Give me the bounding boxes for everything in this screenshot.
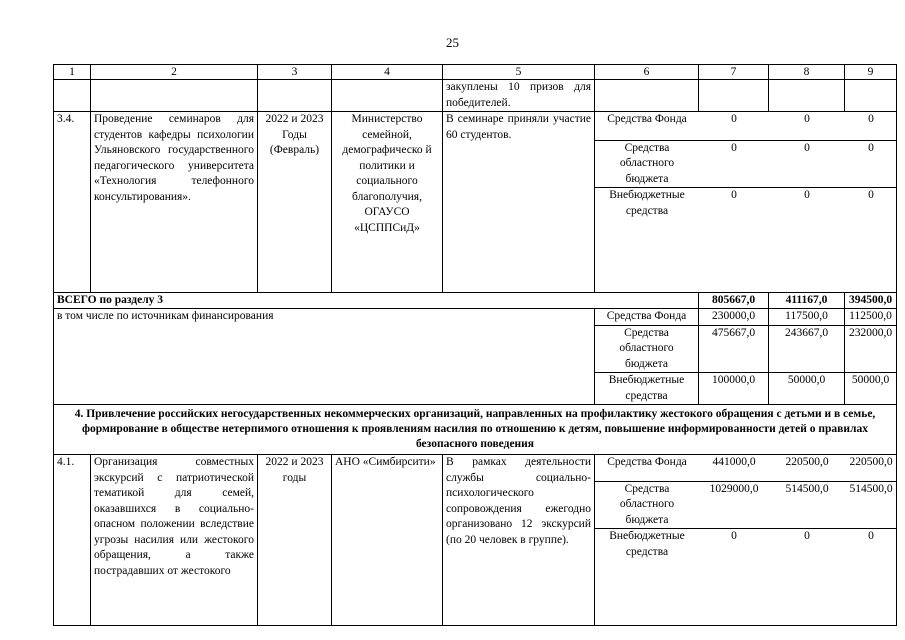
value-cell: 514500,0 [845, 481, 897, 529]
row-number: 3.4. [54, 112, 91, 293]
value-cell: 0 [868, 530, 874, 543]
col-num-8: 8 [769, 65, 845, 80]
col-num-6: 6 [595, 65, 699, 80]
funding-subtable [595, 112, 897, 292]
value-cell: 0 [845, 140, 897, 188]
value-cell: 230000,0 [699, 309, 769, 326]
value-cell: 0 [868, 189, 874, 202]
value-cell: 0 [804, 189, 810, 202]
total-value: 805667,0 [699, 292, 769, 309]
value-cell: 0 [699, 140, 769, 188]
col-num-2: 2 [91, 65, 258, 80]
section-heading-row [54, 405, 897, 455]
source-label: Средства Фонда [595, 309, 699, 326]
total-row [54, 292, 897, 309]
source-label: Внебюджетные средства [609, 189, 685, 217]
funding-block [595, 455, 897, 626]
column-number-row [54, 65, 897, 80]
value-cell: 243667,0 [769, 325, 845, 373]
including-label: в том числе по источникам финансирования [54, 309, 595, 405]
source-label: Внебюджетные средства [609, 530, 685, 558]
executor: Министерство семейной, демографическо й политики и социального благополучия, ОГАУСО «ЦСППСиД» [332, 112, 443, 293]
result-cell: закуплены 10 призов для победителей. [443, 80, 595, 112]
table-row-continuation [54, 80, 897, 112]
total-value: 411167,0 [769, 292, 845, 309]
value-cell: 50000,0 [845, 373, 897, 405]
source-label: Внебюджетные средства [595, 373, 699, 405]
table-row-3-4 [54, 112, 897, 293]
col-num-7: 7 [699, 65, 769, 80]
including-row [54, 309, 897, 326]
source-label: Средства Фонда [595, 455, 699, 481]
source-label: Средства Фонда [595, 112, 699, 140]
total-label: ВСЕГО по разделу 3 [54, 292, 699, 309]
section-title: 4. Привлечение российских негосударственных некоммерческих организаций, направленных на профилактику жестокого обращения с детьми и в семье, формирование в обществе нетерпимого отношения к проявлениям насилия по отношению к детям, повышение информированности детей о правилах безопасного поведения [54, 405, 897, 455]
activity-name: Проведение семинаров для студентов кафедры психологии Ульяновского государственного педагогического университета «Технология телефонного консультирования». [91, 112, 258, 293]
funding-block [595, 112, 897, 293]
value-cell: 0 [731, 530, 737, 543]
value-cell: 232000,0 [845, 325, 897, 373]
value-cell: 0 [769, 112, 845, 140]
value-cell: 220500,0 [769, 455, 845, 481]
source-label: Средства областного бюджета [595, 481, 699, 529]
executor: АНО «Симбирсити» [332, 455, 443, 626]
source-label: Средства областного бюджета [595, 140, 699, 188]
value-cell: 100000,0 [699, 373, 769, 405]
value-cell: 0 [731, 189, 737, 202]
total-value: 394500,0 [845, 292, 897, 309]
value-cell: 475667,0 [699, 325, 769, 373]
funding-subtable [595, 455, 897, 625]
page-number: 25 [446, 35, 459, 50]
table-row-4-1 [54, 455, 897, 626]
col-num-5: 5 [443, 65, 595, 80]
value-cell: 441000,0 [699, 455, 769, 481]
value-cell: 117500,0 [769, 309, 845, 326]
row-number: 4.1. [54, 455, 91, 626]
result-cell: В семинаре приняли участие 60 студентов. [443, 112, 595, 293]
value-cell: 0 [769, 140, 845, 188]
col-num-9: 9 [845, 65, 897, 80]
value-cell: 0 [845, 112, 897, 140]
period: 2022 и 2023 годы [258, 455, 332, 626]
source-label: Средства областного бюджета [595, 325, 699, 373]
col-num-1: 1 [54, 65, 91, 80]
result-cell: В рамках деятельности службы социально-психологического сопровождения ежегодно организовано 12 экскурсий (по 20 человек в группе). [443, 455, 595, 626]
period: 2022 и 2023 Годы (Февраль) [258, 112, 332, 293]
col-num-3: 3 [258, 65, 332, 80]
value-cell: 112500,0 [845, 309, 897, 326]
value-cell: 50000,0 [769, 373, 845, 405]
value-cell: 514500,0 [769, 481, 845, 529]
value-cell: 0 [804, 530, 810, 543]
col-num-4: 4 [332, 65, 443, 80]
activity-name: Организация совместных экскурсий с патриотической тематикой для семей, оказавшихся в социально-опасном положении вследствие угрозы насилия или жестокого обращения, а также пострадавших от жестокого [91, 455, 258, 626]
value-cell: 220500,0 [845, 455, 897, 481]
value-cell: 1029000,0 [699, 481, 769, 529]
plan-table [53, 64, 897, 626]
value-cell: 0 [699, 112, 769, 140]
